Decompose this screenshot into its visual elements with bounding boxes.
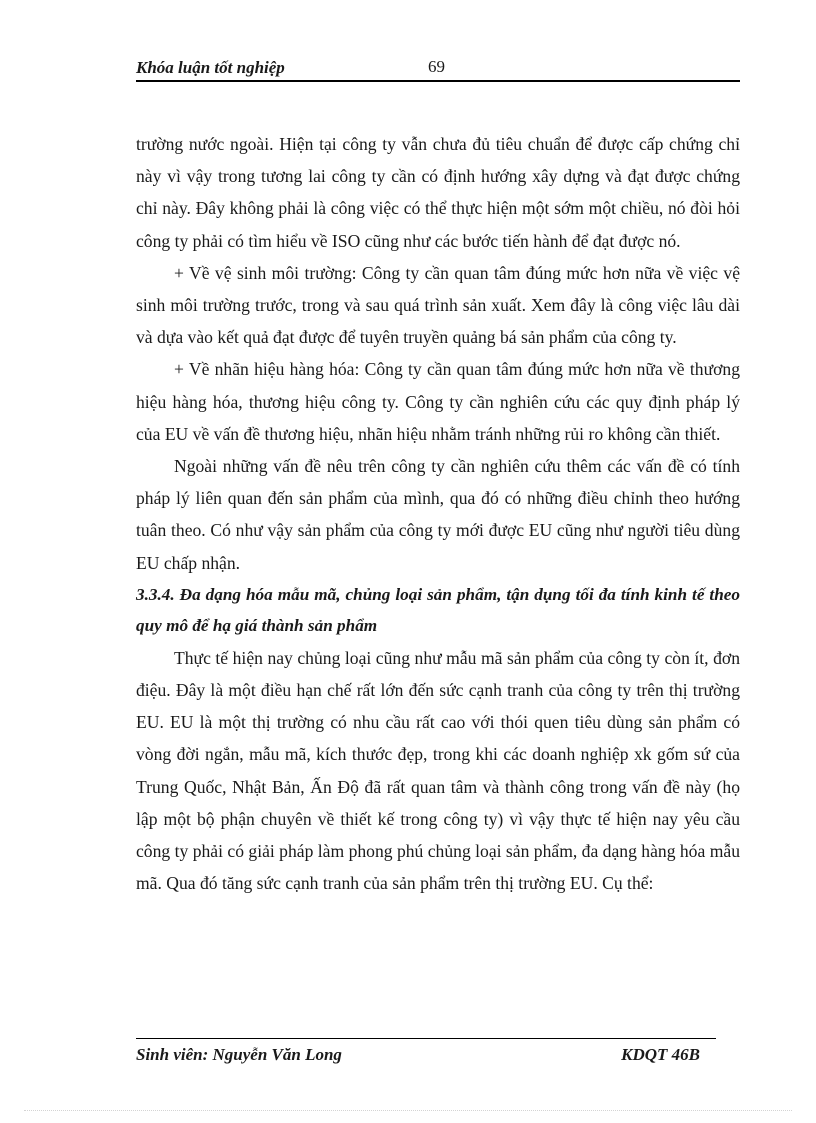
footer-student-name: Sinh viên: Nguyễn Văn Long (136, 1045, 342, 1064)
paragraph-legal-issues: Ngoài những vấn đề nêu trên công ty cần nghiên cứu thêm các vấn đề có tính pháp lý liên quan đến sản phẩm của mình, qua đó có những điều chỉnh theo hướng tuân theo. Có như vậy sản phẩm của công ty mới được EU cũng như người tiêu dùng EU chấp nhận. (136, 456, 740, 573)
page-number: 69 (428, 57, 445, 76)
paragraph-environmental-hygiene: + Về vệ sinh môi trường: Công ty cần quan tâm đúng mức hơn nữa về việc vệ sinh môi trường trước, trong và sau quá trình sản xuất. Xem đây là công việc lâu dài và dựa vào kết quả đạt được để tuyên truyền quảng bá sản phẩm của công ty. (136, 262, 740, 348)
page-header (136, 56, 740, 82)
page-edge-divider (24, 1110, 792, 1111)
paragraph-iso-certification: trường nước ngoài. Hiện tại công ty vẫn chưa đủ tiêu chuẩn để được cấp chứng chỉ này vì vậy trong tương lai công ty cần có định hướng xây dựng và đạt được chứng chỉ này. Đây không phải là công việc có thể thực hiện một sớm một chiều, nó đòi hỏi công ty phải có tìm hiểu về ISO cũng như các bước tiến hành để đạt được nó. (136, 134, 740, 251)
paragraph-product-diversification: Thực tế hiện nay chủng loại cũng như mẫu mã sản phẩm của công ty còn ít, đơn điệu. Đây là một điều hạn chế rất lớn đến sức cạnh tranh của công ty trên thị trường EU. EU là một thị trường có nhu cầu rất cao với thói quen tiêu dùng sản phẩm có vòng đời ngắn, mẫu mã, kích thước đẹp, trong khi các doanh nghiệp xk gốm sứ của Trung Quốc, Nhật Bản, Ấn Độ đã rất quan tâm và thành công trong vấn đề này (họ lập một bộ phận chuyên về thiết kế trong công ty) vì vậy thực tế hiện nay yêu cầu công ty phải có giải pháp làm phong phú chủng loại sản phẩm, đa dạng hàng hóa mẫu mã. Qua đó tăng sức cạnh tranh của sản phẩm trên thị trường EU. Cụ thể: (136, 647, 740, 894)
header-title: Khóa luận tốt nghiệp (136, 58, 285, 77)
footer-class-code: KDQT 46B (621, 1045, 700, 1064)
paragraph-trademark: + Về nhãn hiệu hàng hóa: Công ty cần quan tâm đúng mức hơn nữa về thương hiệu hàng hóa, thương hiệu công ty. Công ty cần nghiên cứu các quy định pháp lý của EU về vấn đề thương hiệu, nhãn hiệu nhằm tránh những rủi ro không cần thiết. (136, 359, 740, 444)
page-footer (136, 1038, 716, 1069)
section-heading-3-3-4: 3.3.4. Đa dạng hóa mẫu mã, chủng loại sản phẩm, tận dụng tối đa tính kinh tế theo quy mô để hạ giá thành sản phẩm (136, 584, 740, 636)
page-body (136, 128, 740, 899)
